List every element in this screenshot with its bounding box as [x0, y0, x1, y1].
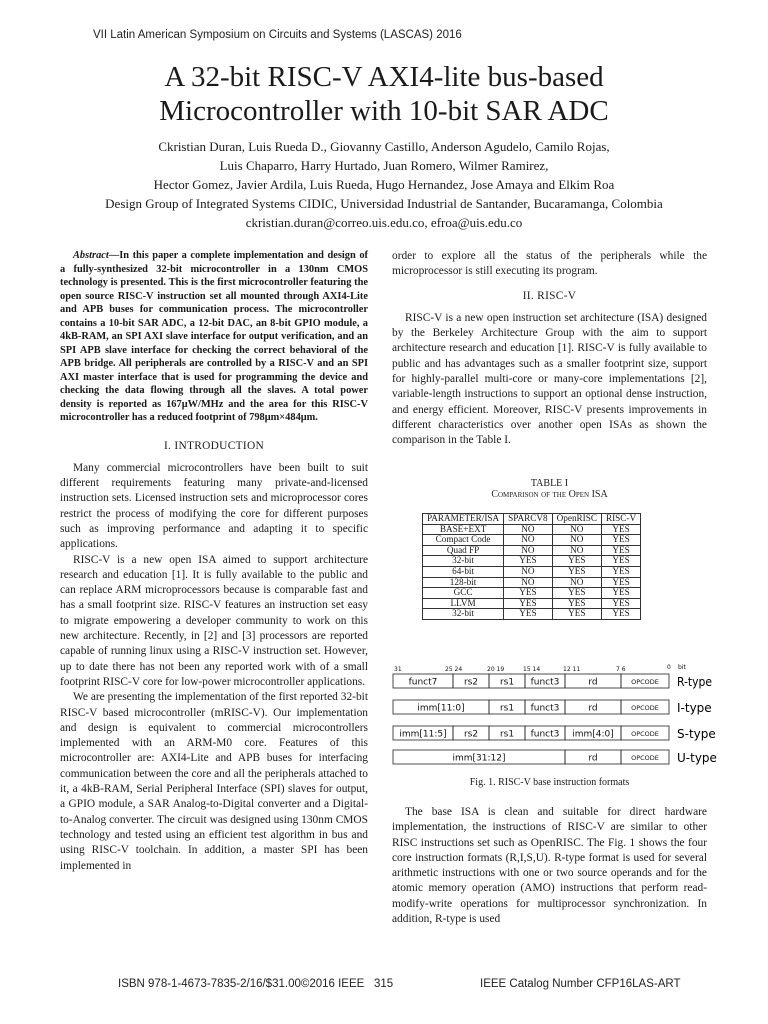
table-cell: YES: [601, 577, 640, 588]
footer-page-number: 315: [374, 978, 394, 990]
table-cell: GCC: [423, 588, 504, 599]
table-cell: BASE+EXT: [423, 524, 504, 535]
field-rs2: rs2: [463, 729, 479, 740]
format-label-s-type: S-type: [677, 727, 716, 741]
field-imm: imm[31:12]: [452, 753, 506, 764]
table-caption-title: Comparison of the Open ISA: [491, 489, 608, 500]
table-cell: YES: [504, 556, 553, 567]
field-funct7: funct7: [408, 677, 438, 688]
table-cell: YES: [601, 556, 640, 567]
isa-comparison-table: [422, 513, 641, 620]
format-label-u-type: U-type: [677, 751, 717, 765]
riscv-paragraph-1: RISC-V is a new open instruction set architecture (ISA) designed by the Berkeley Architecture Group with the aim to support architecture research and education [1]. RISC-V is fully available to public and has advantages such as a smaller footprint size, support for highly-parallel multi-core or many-core implementations [2], variable-length instructions to support an optional dense instruction, and energy efficient. Moreover, RISC-V presents improvements in different characteristics over another open ISAs as shown the comparison in the Table I.: [392, 311, 707, 447]
table-cell: NO: [504, 577, 553, 588]
field-rd: rd: [588, 703, 598, 714]
right-paragraph-continuation: order to explore all the status of the peripherals while the microprocessor is still executing its program.: [392, 250, 707, 278]
table-cell: NO: [552, 524, 601, 535]
abstract: [60, 249, 368, 425]
footer-isbn: ISBN 978-1-4673-7835-2/16/$31.00©2016 IEEE: [118, 978, 365, 990]
field-opcode: OPCODE: [631, 704, 659, 712]
table-header-row: [423, 514, 641, 525]
table-cell: LLVM: [423, 598, 504, 609]
table-cell: NO: [552, 577, 601, 588]
figure-caption: Fig. 1. RISC-V base instruction formats: [469, 777, 630, 788]
s-type-format: [393, 726, 716, 741]
table-cell: Quad FP: [423, 545, 504, 556]
table-cell: NO: [504, 545, 553, 556]
table-row: [423, 535, 641, 546]
table-cell: NO: [552, 535, 601, 546]
field-rd: rd: [588, 753, 598, 764]
section-heading-risc-v: II. RISC-V: [522, 289, 577, 302]
table-row: [423, 609, 641, 620]
table-cell: NO: [504, 566, 553, 577]
table-cell: YES: [601, 535, 640, 546]
table-cell: YES: [552, 588, 601, 599]
field-funct3: funct3: [530, 677, 560, 688]
table-row: [423, 524, 641, 535]
bit-label: 20 19: [487, 666, 505, 673]
table-header-cell: RISC-V: [601, 514, 640, 525]
bit-label: 0: [667, 664, 671, 671]
bit-label: 12 11: [563, 666, 581, 673]
instruction-format-diagram: [392, 660, 717, 770]
field-rd: rd: [588, 677, 598, 688]
field-rs1: rs1: [499, 677, 515, 688]
intro-paragraph-2: RISC-V is a new open ISA aimed to support architecture research and education [1]. It is fully available to the public and can replace ARM microprocessors because is comparable fast and has a small footprint size. RISC-V features an instruction set easy to migrate empowering a developer community to work on this new architecture. Recently, in [2] and [3] processors are reported capable of running linux using a RISC-V instruction set. However, up to date there has not been any reported work with of a small footprint RISC-V core for low-power microcontroller applications.: [60, 553, 368, 688]
title-line-1: A 32-bit RISC-V AXI4-lite bus-based: [164, 61, 604, 93]
abstract-lead: Abstract: [73, 250, 109, 261]
authors-line-3: Hector Gomez, Javier Ardila, Luis Rueda, Hugo Hernandez, Jose Amaya and Elkim Roa: [153, 177, 615, 192]
field-imm-low: imm[4:0]: [572, 729, 614, 740]
table-header-cell: PARAMETER/ISA: [423, 514, 504, 525]
bit-label: 15 14: [523, 666, 541, 673]
authors-line-2: Luis Chaparro, Harry Hurtado, Juan Romero, Wilmer Ramirez,: [219, 158, 549, 173]
table-cell: YES: [552, 556, 601, 567]
table-cell: YES: [552, 566, 601, 577]
field-funct3: funct3: [530, 703, 560, 714]
table-cell: YES: [552, 609, 601, 620]
table-row: [423, 577, 641, 588]
table-cell: YES: [504, 609, 553, 620]
table-cell: YES: [601, 524, 640, 535]
field-opcode: OPCODE: [631, 730, 659, 738]
abstract-body: —In this paper a complete implementation and design of a fully-synthesized 32-bit microcontroller in a 130nm CMOS technology is presented. This is the first microcontroller featuring the open source RISC-V instruction set all mounted through AXI4-Lite and APB buses for communication process. The microcontroller contains a 10-bit SAR ADC, a 12-bit DAC, an 8-bit GPIO module, a 4kB-RAM, an SPI AXI slave interface for output verification, and an SPI APB slave interface for checking the correct behavioral of the APB bridge. All peripherals are controlled by a RISC-V and an SPI AXI master interface that is used for programming the device and checking the data flowing through all the slaves. A total power density is reported as 167μW/MHz and the area for this RISC-V microcontroller has a reduced footprint of 798μm×484μm.: [60, 250, 368, 423]
field-rs1: rs1: [499, 703, 515, 714]
field-rs1: rs1: [499, 729, 515, 740]
field-opcode: OPCODE: [631, 678, 659, 686]
r-type-format: [393, 674, 712, 689]
table-cell: YES: [601, 588, 640, 599]
table-header-cell: OpenRISC: [552, 514, 601, 525]
table-cell: YES: [552, 598, 601, 609]
instruction-format-figure: [392, 660, 717, 770]
bit-label: 25 24: [445, 666, 463, 673]
table-cell: 32-bit: [423, 609, 504, 620]
bit-label: 31: [394, 666, 402, 673]
table-row: [423, 598, 641, 609]
table-cell: NO: [504, 535, 553, 546]
author-block: [0, 137, 768, 232]
left-column: [60, 249, 368, 874]
table-row: [423, 545, 641, 556]
intro-paragraph-3: We are presenting the implementation of the first reported 32-bit RISC-V based microcontroller (mRISC-V). Our implementation and design is equivalent to commercial microcontrollers implemented with an ARM-M0 core. Features of this microcontroller are: AXI4-Lite and APB buses for interfacing communication between the core and all the peripherals attached to it, a 4kB-RAM, Serial Peripheral Interface (SPI) slaves for output, a GPIO module, a SAR Analog-to-Digital converter and a Digital-to-Analog converter. The circuit was designed using 130nm CMOS technology and tested using an efficient test algorithm in bus and using RISC-V toolchain. In addition, a master SPI has been implemented in: [60, 691, 368, 872]
table-cell: YES: [504, 588, 553, 599]
table-cell: YES: [504, 598, 553, 609]
right-column-top: [392, 249, 707, 449]
right-column-bottom: [392, 805, 707, 927]
table-cell: 32-bit: [423, 556, 504, 567]
field-imm-high: imm[11:5]: [399, 729, 447, 740]
paper-title: [0, 60, 768, 128]
table-cell: NO: [552, 545, 601, 556]
table-cell: 64-bit: [423, 566, 504, 577]
table-cell: YES: [601, 598, 640, 609]
table-cell: YES: [601, 545, 640, 556]
format-label-i-type: I-type: [677, 701, 712, 715]
bit-label: bit: [678, 664, 686, 671]
field-imm: imm[11:0]: [417, 703, 465, 714]
table-row: [423, 556, 641, 567]
emails: ckristian.duran@correo.uis.edu.co, efroa@uis.edu.co: [245, 215, 523, 230]
field-opcode: OPCODE: [631, 754, 659, 762]
bit-label: 7 6: [616, 666, 626, 673]
table-row: [423, 566, 641, 577]
format-label-r-type: R-type: [677, 675, 713, 689]
section-heading-introduction: I. INTRODUCTION: [163, 439, 265, 452]
affiliation: Design Group of Integrated Systems CIDIC, Universidad Industrial de Santander, Bucaramanga, Colombia: [105, 196, 663, 211]
authors-line-1: Ckristian Duran, Luis Rueda D., Giovanny Castillo, Anderson Agudelo, Camilo Rojas,: [158, 139, 610, 154]
field-rs2: rs2: [463, 677, 479, 688]
table-cell: 128-bit: [423, 577, 504, 588]
conference-header: VII Latin American Symposium on Circuits and Systems (LASCAS) 2016: [93, 29, 462, 41]
table-caption-number: TABLE I: [530, 478, 569, 489]
table-caption: [392, 478, 707, 500]
footer-catalog: IEEE Catalog Number CFP16LAS-ART: [480, 978, 681, 990]
riscv-paragraph-2: The base ISA is clean and suitable for direct hardware implementation, the instructions of RISC-V are similar to other RISC instructions set such as OpenRISC. The Fig. 1 shows the four core instruction formats (R,I,S,U). R-type format is used for several arithmetic instructions with one or two source operands and for the atomic memory operation (AMO) instructions that perform read-modify-write operations for multiprocessor synchronization. In addition, R-type is used: [392, 806, 707, 926]
table-row: [423, 588, 641, 599]
table-cell: YES: [601, 566, 640, 577]
title-line-2: Microcontroller with 10-bit SAR ADC: [159, 95, 609, 127]
intro-paragraph-1: Many commercial microcontrollers have been built to suit different requirements featuring many private-and-licensed instruction sets. Licensed instruction sets and microprocessor cores restrict the process of modifying the core for different purposes such as improving performance and adapting it to specific applications.: [60, 461, 368, 551]
u-type-format: [393, 750, 717, 765]
table-cell: Compact Code: [423, 535, 504, 546]
table-cell: NO: [504, 524, 553, 535]
field-funct3: funct3: [530, 729, 560, 740]
i-type-format: [393, 700, 712, 715]
table-cell: YES: [601, 609, 640, 620]
table-header-cell: SPARCV8: [504, 514, 553, 525]
